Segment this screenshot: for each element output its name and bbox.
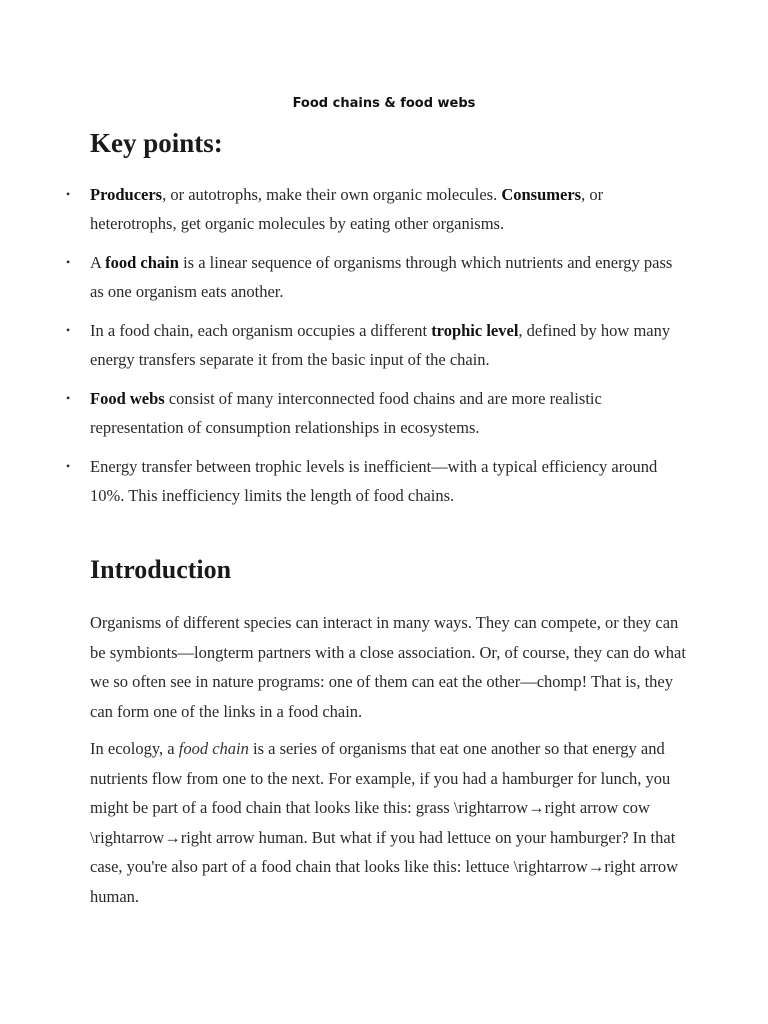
list-item-text: consist of many interconnected food chains and are more realistic representation of consumption relationships in ecosystems. xyxy=(90,389,602,437)
list-item-text: is a linear sequence of organisms through which nutrients and energy pass as one organism eats another. xyxy=(90,253,673,301)
bullet-icon: • xyxy=(66,459,71,473)
list-item-text: , or autotrophs, make their own organic molecules. xyxy=(162,185,502,204)
key-points-heading: Key points: xyxy=(90,128,223,158)
list-item-text: , defined by how many energy transfers separate it from the basic input of the chain. xyxy=(90,321,671,369)
term-consumers: Consumers xyxy=(501,185,582,204)
term-producers: Producers xyxy=(90,185,163,204)
key-points-list xyxy=(66,180,690,520)
paragraph-text: In ecology, a xyxy=(90,739,179,758)
bullet-icon: • xyxy=(66,187,71,201)
introduction-paragraph-2 xyxy=(90,734,690,911)
term-trophic-level: trophic level xyxy=(431,321,519,340)
list-item xyxy=(66,248,690,306)
bullet-icon: • xyxy=(66,255,71,269)
list-item-text: A xyxy=(90,253,106,272)
introduction-paragraph-1: Organisms of different species can interact in many ways. They can compete, or they can be symbionts—longterm partners with a close association. Or, of course, they can do what we so often see in nature programs: one of them can eat the other—chomp! That is, they can form one of the links in a food chain. xyxy=(90,613,686,721)
introduction-heading: Introduction xyxy=(90,555,232,584)
paragraph-text: is a series of organisms that eat one another so that energy and nutrients flow from one to the next. For example, if you had a hamburger for lunch, you might be part of a food chain that looks like this: grass \rightarrow→right arrow cow \rightarrow→right arrow human. But what if you had lettuce on your hamburger? In that case, you're also part of a food chain that looks like this: lettuce \rightarrow→right arrow human. xyxy=(90,739,679,906)
list-item xyxy=(66,180,690,238)
bullet-icon: • xyxy=(66,391,71,405)
document-title: Food chains & food webs xyxy=(292,96,476,111)
list-item-text: Energy transfer between trophic levels is inefficient—with a typical efficiency around 10%. This inefficiency limits the length of food chains. xyxy=(90,457,658,505)
term-food-chain: food chain xyxy=(105,253,179,272)
term-food-chain-italic: food chain xyxy=(178,739,249,758)
list-item xyxy=(66,384,690,442)
list-item-text: , or heterotrophs, get organic molecules by eating other organisms. xyxy=(90,185,604,233)
introduction-body xyxy=(90,608,690,919)
term-food-webs: Food webs xyxy=(90,389,165,408)
bullet-icon: • xyxy=(66,323,71,337)
list-item-text: In a food chain, each organism occupies a different xyxy=(90,321,432,340)
list-item xyxy=(66,316,690,374)
list-item xyxy=(66,452,690,510)
